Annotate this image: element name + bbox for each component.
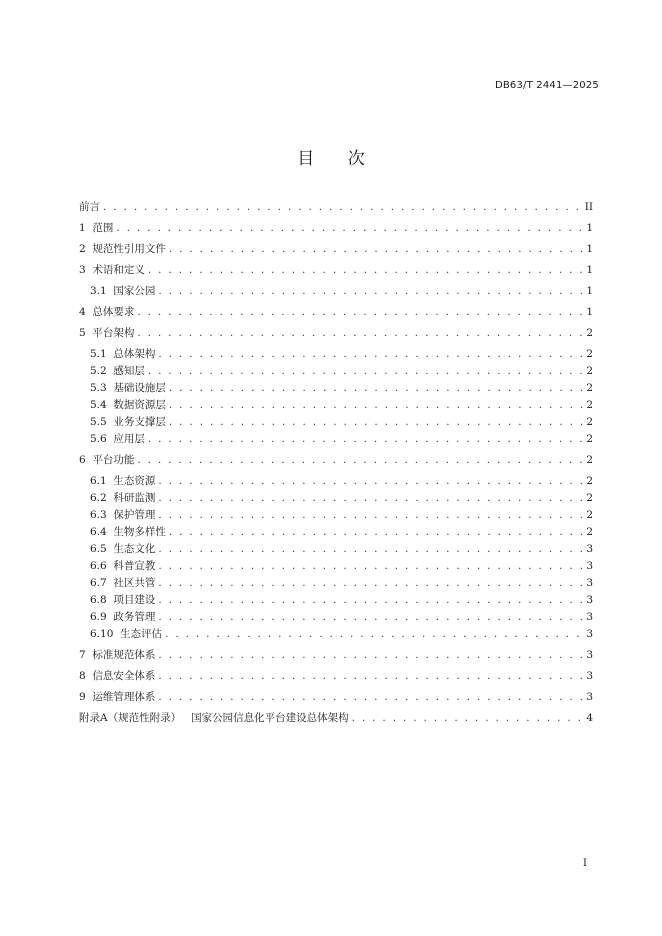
dot-leader (158, 473, 583, 490)
toc-entry[interactable] (79, 689, 593, 706)
toc-entry[interactable] (79, 592, 593, 609)
toc-entry-page: 2 (586, 399, 593, 411)
toc-entry-page: 2 (586, 348, 593, 360)
toc-entry-page: 1 (586, 285, 593, 297)
toc-entry[interactable] (79, 199, 593, 216)
dot-leader (165, 626, 583, 643)
toc-entry-label: 5 平台架构 (79, 327, 135, 339)
dot-leader (148, 262, 583, 279)
toc-entry[interactable] (79, 647, 593, 664)
dot-leader (158, 689, 583, 706)
toc-entry-page: 3 (586, 628, 593, 640)
toc-entry[interactable] (79, 414, 593, 431)
toc-entry-page: 2 (586, 382, 593, 394)
toc-entry-label: 2 规范性引用文件 (79, 243, 166, 255)
toc-entry-page: 2 (586, 416, 593, 428)
dot-leader (158, 592, 583, 609)
toc-entry-label: 6.8 项目建设 (90, 594, 156, 606)
toc-entry-page: 3 (586, 594, 593, 606)
toc-entry[interactable] (79, 507, 593, 524)
toc-entry-label: 3 术语和定义 (79, 264, 145, 276)
dot-leader (158, 668, 583, 685)
toc-entry[interactable] (79, 490, 593, 507)
toc-entry[interactable] (79, 524, 593, 541)
toc-entry-page: 3 (586, 611, 593, 623)
toc-entry-label: 5.4 数据资源层 (90, 399, 166, 411)
toc-entry-page: 3 (586, 543, 593, 555)
toc-entry[interactable] (79, 668, 593, 685)
toc-entry[interactable] (79, 325, 593, 342)
toc-entry-page: 4 (586, 712, 593, 724)
toc-entry-page: 2 (586, 509, 593, 521)
dot-leader (158, 283, 583, 300)
toc-entry[interactable] (79, 452, 593, 469)
toc-entry[interactable] (79, 541, 593, 558)
toc-entry-page: 1 (586, 306, 593, 318)
toc-entry[interactable] (79, 304, 593, 321)
toc-entry-label: 附录A（规范性附录） 国家公园信息化平台建设总体架构 (79, 712, 349, 724)
dot-leader (158, 507, 583, 524)
toc-entry[interactable] (79, 558, 593, 575)
toc-entry-label: 7 标准规范体系 (79, 649, 156, 661)
dot-leader (352, 710, 584, 727)
toc-entry-page: 2 (586, 365, 593, 377)
toc-entry[interactable] (79, 220, 593, 237)
toc-entry-label: 5.3 基础设施层 (90, 382, 166, 394)
toc-entry[interactable] (79, 397, 593, 414)
toc-entry-label: 5.5 业务支撑层 (90, 416, 166, 428)
toc-entry-label: 4 总体要求 (79, 306, 135, 318)
table-of-contents (79, 199, 593, 727)
toc-entry[interactable] (79, 283, 593, 300)
dot-leader (158, 609, 583, 626)
toc-entry-page: 2 (586, 327, 593, 339)
toc-entry-label: 6.2 科研监测 (90, 492, 156, 504)
toc-entry-page: 3 (586, 691, 593, 703)
toc-entry[interactable] (79, 262, 593, 279)
toc-entry-page: 2 (586, 454, 593, 466)
toc-entry-page: 2 (586, 492, 593, 504)
toc-entry-page: II (584, 201, 593, 213)
dot-leader (158, 575, 583, 592)
dot-leader (137, 325, 583, 342)
dot-leader (169, 524, 583, 541)
toc-entry-label: 5.1 总体架构 (90, 348, 156, 360)
toc-entry-page: 3 (586, 560, 593, 572)
page-number: I (583, 858, 587, 869)
toc-entry-label: 6 平台功能 (79, 454, 135, 466)
toc-entry-page: 3 (586, 577, 593, 589)
document-code: DB63/T 2441—2025 (494, 80, 599, 91)
dot-leader (103, 199, 582, 216)
toc-entry[interactable] (79, 626, 593, 643)
toc-entry-page: 1 (586, 243, 593, 255)
toc-entry-label: 6.6 科普宣教 (90, 560, 156, 572)
toc-entry[interactable] (79, 609, 593, 626)
toc-entry[interactable] (79, 346, 593, 363)
dot-leader (158, 558, 583, 575)
dot-leader (158, 490, 583, 507)
dot-leader (169, 414, 583, 431)
dot-leader (158, 541, 583, 558)
toc-entry-label: 5.6 应用层 (90, 433, 145, 445)
toc-entry[interactable] (79, 710, 593, 727)
toc-entry-label: 6.9 政务管理 (90, 611, 156, 623)
dot-leader (158, 346, 583, 363)
dot-leader (148, 431, 583, 448)
toc-entry-page: 1 (586, 264, 593, 276)
toc-entry-page: 2 (586, 475, 593, 487)
toc-entry-page: 1 (586, 222, 593, 234)
dot-leader (137, 452, 583, 469)
dot-leader (169, 380, 583, 397)
toc-entry-label: 3.1 国家公园 (90, 285, 156, 297)
toc-entry[interactable] (79, 473, 593, 490)
toc-entry-page: 3 (586, 649, 593, 661)
toc-entry-label: 6.10 生态评估 (90, 628, 163, 640)
toc-entry-page: 2 (586, 433, 593, 445)
dot-leader (169, 397, 583, 414)
toc-entry-page: 2 (586, 526, 593, 538)
toc-entry-label: 6.5 生态文化 (90, 543, 156, 555)
toc-entry[interactable] (79, 431, 593, 448)
dot-leader (116, 220, 583, 237)
toc-entry-label: 6.3 保护管理 (90, 509, 156, 521)
toc-entry-label: 5.2 感知层 (90, 365, 145, 377)
dot-leader (148, 363, 583, 380)
toc-entry-page: 3 (586, 670, 593, 682)
dot-leader (169, 241, 583, 258)
toc-entry-label: 前言 (79, 201, 100, 213)
toc-entry-label: 6.7 社区共管 (90, 577, 156, 589)
toc-entry-label: 9 运维管理体系 (79, 691, 156, 703)
toc-entry[interactable] (79, 241, 593, 258)
dot-leader (158, 647, 583, 664)
dot-leader (137, 304, 583, 321)
toc-entry-label: 6.1 生态资源 (90, 475, 156, 487)
toc-entry[interactable] (79, 575, 593, 592)
toc-entry[interactable] (79, 363, 593, 380)
toc-entry[interactable] (79, 380, 593, 397)
page-title: 目 次 (297, 149, 379, 169)
toc-entry-label: 8 信息安全体系 (79, 670, 156, 682)
toc-entry-label: 6.4 生物多样性 (90, 526, 166, 538)
toc-entry-label: 1 范围 (79, 222, 114, 234)
